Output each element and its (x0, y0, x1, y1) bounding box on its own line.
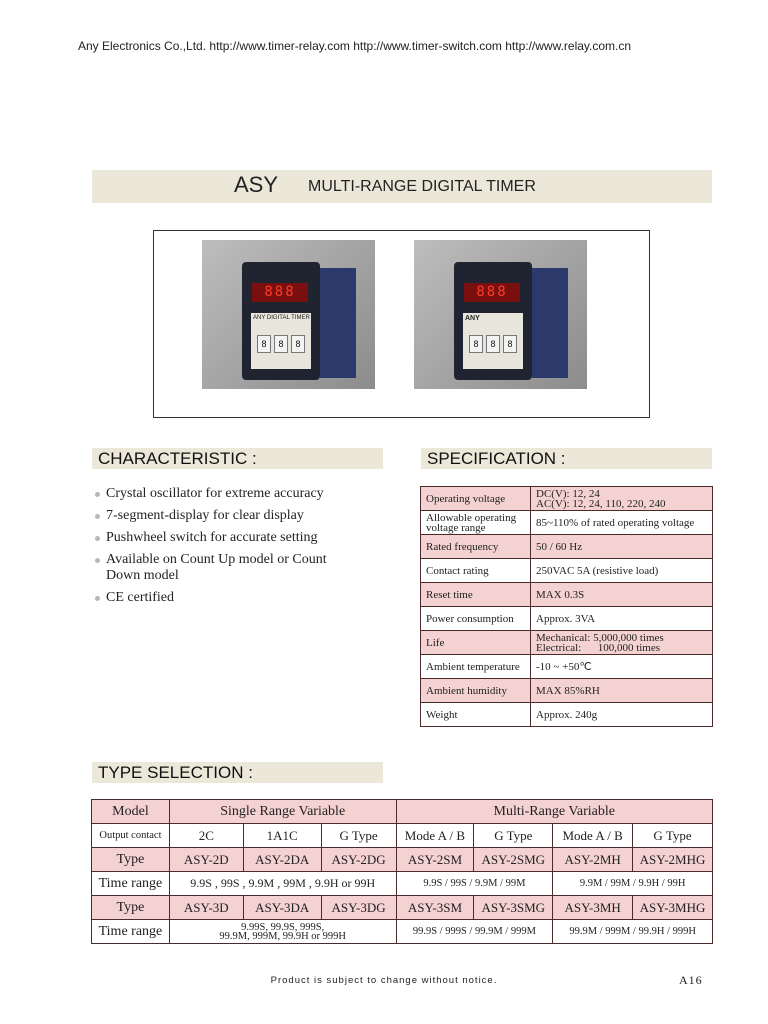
product-model: ASY (234, 172, 279, 197)
spec-key: Power consumption (421, 607, 531, 631)
table-cell: 99.9S / 999S / 99.9M / 999M (396, 920, 553, 944)
timer-side-panel (320, 268, 356, 378)
faceplate-label: ANY DIGITAL TIMER (253, 315, 310, 321)
time-range-label: Time range (92, 920, 170, 944)
pushwheel-switch: 8 (274, 335, 288, 353)
table-cell: 9.99S, 99.9S, 999S, 99.9M, 999M, 99.9H or 999H (169, 920, 396, 944)
table-row (421, 559, 713, 583)
led-display: 888 (464, 283, 520, 302)
table-cell: ASY-2MH (553, 848, 633, 872)
type-selection-table (91, 799, 713, 944)
table-cell: 9.9S , 99S , 9.9M , 99M , 9.9H or 99H (169, 872, 396, 896)
table-cell: ASY-2SM (396, 848, 474, 872)
spec-key: Allowable operating voltage range (421, 511, 531, 535)
product-subtitle: MULTI-RANGE DIGITAL TIMER (308, 178, 536, 195)
table-row (421, 679, 713, 703)
bullet-icon (95, 558, 100, 563)
led-display: 888 (252, 283, 308, 302)
spec-key: Rated frequency (421, 535, 531, 559)
page-number: A16 (679, 973, 703, 987)
spec-value: Approx. 3VA (531, 607, 713, 631)
header-company-links: Any Electronics Co.,Ltd. http://www.timer-relay.com http://www.timer-switch.com http://www.relay.com.cn (78, 39, 632, 53)
table-cell: ASY-3MH (553, 896, 633, 920)
list-item: Pushwheel switch for accurate setting (95, 530, 385, 546)
table-cell: ASY-3SMG (474, 896, 553, 920)
spec-key: Reset time (421, 583, 531, 607)
table-cell: 1A1C (243, 824, 321, 848)
table-row (92, 896, 713, 920)
table-cell: G Type (321, 824, 396, 848)
table-row (421, 655, 713, 679)
timer-faceplate (463, 313, 523, 369)
table-cell: ASY-2SMG (474, 848, 553, 872)
spec-value: MAX 85%RH (531, 679, 713, 703)
specification-heading: SPECIFICATION : (421, 448, 712, 469)
spec-key: Ambient temperature (421, 655, 531, 679)
bullet-icon (95, 536, 100, 541)
faceplate-label: ANY (465, 315, 480, 322)
timer-body (454, 262, 532, 380)
table-row (421, 703, 713, 727)
spec-value: 85~110% of rated operating voltage (531, 511, 713, 535)
list-item: Crystal oscillator for extreme accuracy (95, 486, 385, 502)
table-cell: ASY-2MHG (633, 848, 713, 872)
bullet-icon (95, 492, 100, 497)
table-row (421, 607, 713, 631)
list-item: CE certified (95, 590, 385, 606)
pushwheel-switch: 8 (257, 335, 271, 353)
spec-value: Mechanical: 5,000,000 times Electrical: 100,000 times (531, 631, 713, 655)
timer-body (242, 262, 320, 380)
table-row (421, 487, 713, 511)
table-cell: ASY-3D (169, 896, 243, 920)
spec-key: Weight (421, 703, 531, 727)
spec-value: -10 ~ +50℃ (531, 655, 713, 679)
table-cell: G Type (474, 824, 553, 848)
type-label: Type (92, 896, 170, 920)
table-cell: ASY-3DG (321, 896, 396, 920)
table-row (421, 631, 713, 655)
model-header: Model (92, 800, 170, 824)
characteristic-list (95, 486, 385, 612)
spec-value: 50 / 60 Hz (531, 535, 713, 559)
table-row (421, 583, 713, 607)
table-cell: ASY-2DG (321, 848, 396, 872)
table-cell: ASY-3MHG (633, 896, 713, 920)
table-cell: ASY-3SM (396, 896, 474, 920)
table-row (92, 848, 713, 872)
table-cell: G Type (633, 824, 713, 848)
table-cell: ASY-2D (169, 848, 243, 872)
multi-range-header: Multi-Range Variable (396, 800, 713, 824)
characteristic-heading: CHARACTERISTIC : (92, 448, 383, 469)
pushwheel-switch: 8 (291, 335, 305, 353)
pushwheel-switch: 8 (486, 335, 500, 353)
time-range-label: Time range (92, 872, 170, 896)
spec-value: 250VAC 5A (resistive load) (531, 559, 713, 583)
table-cell: Mode A / B (553, 824, 633, 848)
output-contact-label: Output contact (92, 824, 170, 848)
timer-faceplate (251, 313, 311, 369)
single-range-header: Single Range Variable (169, 800, 396, 824)
list-item: 7-segment-display for clear display (95, 508, 385, 524)
table-cell: 9.9M / 99M / 9.9H / 99H (553, 872, 713, 896)
spec-key: Ambient humidity (421, 679, 531, 703)
product-photo-frame (153, 230, 650, 418)
table-cell: ASY-2DA (243, 848, 321, 872)
specification-table (420, 486, 713, 727)
pushwheel-switch: 8 (469, 335, 483, 353)
table-cell: Mode A / B (396, 824, 474, 848)
footer-note: Product is subject to change without notice. (270, 975, 498, 986)
table-cell: 9.9S / 99S / 9.9M / 99M (396, 872, 553, 896)
table-row (421, 511, 713, 535)
table-row (92, 872, 713, 896)
pushwheel-switch: 8 (503, 335, 517, 353)
type-label: Type (92, 848, 170, 872)
title-bar (92, 170, 712, 203)
spec-key: Contact rating (421, 559, 531, 583)
table-cell: 2C (169, 824, 243, 848)
table-row (421, 535, 713, 559)
timer-side-panel (532, 268, 568, 378)
spec-key: Operating voltage (421, 487, 531, 511)
bullet-icon (95, 596, 100, 601)
bullet-icon (95, 514, 100, 519)
product-photo-left (202, 240, 375, 389)
table-row (92, 920, 713, 944)
product-photo-right (414, 240, 587, 389)
table-row (92, 824, 713, 848)
table-cell: 99.9M / 999M / 99.9H / 999H (553, 920, 713, 944)
table-cell: ASY-3DA (243, 896, 321, 920)
spec-value: Approx. 240g (531, 703, 713, 727)
spec-value: DC(V): 12, 24 AC(V): 12, 24, 110, 220, 240 (531, 487, 713, 511)
table-row (92, 800, 713, 824)
spec-value: MAX 0.3S (531, 583, 713, 607)
list-item: Available on Count Up model or Count Down model (95, 552, 361, 584)
spec-key: Life (421, 631, 531, 655)
type-selection-heading: TYPE SELECTION : (92, 762, 383, 783)
